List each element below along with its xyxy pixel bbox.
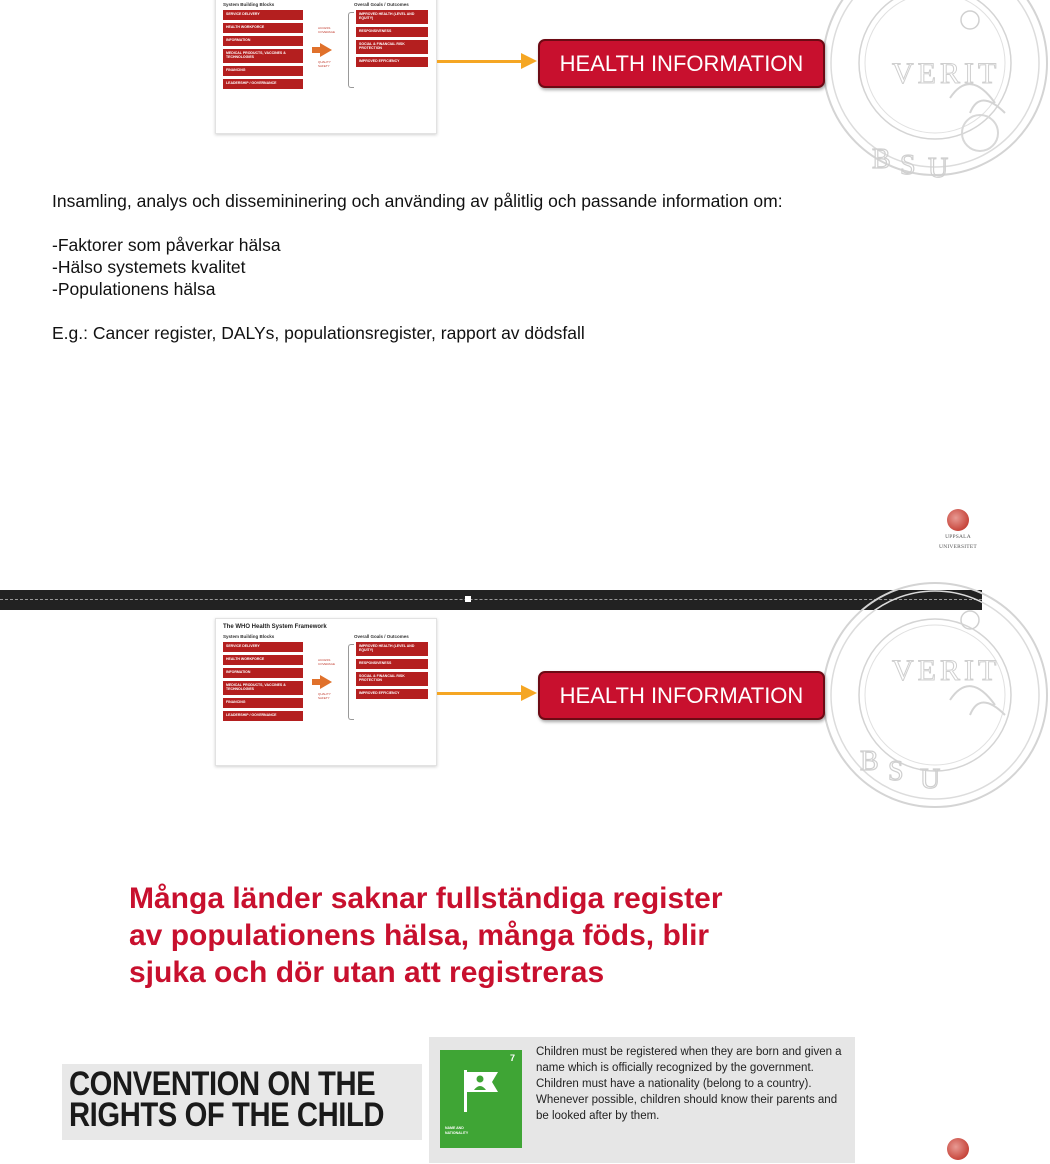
uppsala-logo: [928, 509, 988, 551]
headline-line: av populationens hälsa, många föds, blir: [129, 919, 710, 952]
goals-brace: [348, 644, 354, 720]
bullet-item: -Faktorer som påverkar hälsa: [52, 235, 281, 255]
university-seal-watermark: [820, 580, 1050, 810]
block-item: LEADERSHIP / GOVERNANCE: [223, 79, 303, 89]
mid-label: QUALITY: [318, 692, 331, 696]
block-item: MEDICAL PRODUCTS, VACCINES & TECHNOLOGIES: [223, 681, 303, 695]
divider-handle[interactable]: [465, 596, 471, 602]
goal-item: IMPROVED EFFICIENCY: [356, 57, 428, 67]
tile-caption-line: NATIONALITY: [445, 1130, 469, 1135]
uppsala-emblem-icon: [947, 1138, 969, 1160]
connector-arrowhead-icon: [521, 53, 537, 69]
mid-label: ACCESS: [318, 658, 331, 662]
slide-2: [0, 610, 1001, 1164]
example-text: E.g.: Cancer register, DALYs, populationsregister, rapport av dödsfall: [52, 323, 585, 343]
headline: [129, 880, 829, 991]
svg-text:VERIT: VERIT: [892, 654, 1001, 687]
quality-safety-labels: [318, 61, 346, 68]
bullet-item: -Hälso systemets kvalitet: [52, 257, 246, 277]
health-information-badge: HEALTH INFORMATION: [538, 671, 825, 720]
framework-left-header: System Building Blocks: [223, 2, 275, 7]
framework-arrow-icon: [320, 675, 332, 689]
article-7-panel: [429, 1037, 855, 1163]
framework-left-header: System Building Blocks: [223, 634, 275, 639]
convention-title: [69, 1065, 385, 1134]
connector-arrow-line: [437, 692, 525, 695]
mid-label: QUALITY: [318, 60, 331, 64]
headline-line: sjuka och dör utan att registreras: [129, 956, 605, 989]
framework-right-header: Overall Goals / Outcomes: [354, 2, 409, 7]
flag-icon: [460, 1068, 502, 1114]
goals-column: [356, 10, 428, 70]
slide-1: [0, 0, 1001, 590]
connector-arrowhead-icon: [521, 685, 537, 701]
goal-item: SOCIAL & FINANCIAL RISK PROTECTION: [356, 672, 428, 686]
block-item: SERVICE DELIVERY: [223, 10, 303, 20]
goal-item: IMPROVED HEALTH (LEVEL AND EQUITY): [356, 10, 428, 24]
convention-rights-child-banner: [62, 1064, 422, 1140]
mid-label: ACCESS: [318, 26, 331, 30]
article-7-text: Children must be registered when they are born and given a name which is officially recognized by the government. Children must have a nationality (belong to a country). Whenever possible, children should know their parents and be looked after by them.: [536, 1046, 842, 1122]
slide-1-body: [52, 190, 852, 344]
framework-right-header: Overall Goals / Outcomes: [354, 634, 409, 639]
university-seal-watermark: [820, 0, 1050, 184]
goal-item: IMPROVED HEALTH (LEVEL AND EQUITY): [356, 642, 428, 656]
goals-brace: [348, 12, 354, 88]
block-item: FINANCING: [223, 66, 303, 76]
connector-arrow-line: [437, 60, 525, 63]
logo-line: UPPSALA: [945, 534, 971, 540]
goal-item: RESPONSIVENESS: [356, 659, 428, 669]
convention-line: CONVENTION ON THE: [69, 1065, 376, 1103]
goals-column: [356, 642, 428, 702]
block-item: LEADERSHIP / GOVERNANCE: [223, 711, 303, 721]
mid-label: COVERAGE: [318, 29, 336, 34]
block-item: SERVICE DELIVERY: [223, 642, 303, 652]
uppsala-emblem-icon: [947, 509, 969, 531]
svg-text:BSU: B S U: [872, 144, 949, 184]
building-blocks-column: [223, 10, 303, 92]
access-coverage-labels: [318, 659, 346, 666]
goal-item: IMPROVED EFFICIENCY: [356, 689, 428, 699]
building-blocks-column: [223, 642, 303, 724]
svg-text:BSU: B S U: [860, 746, 941, 795]
uppsala-logo: [928, 1138, 988, 1160]
goal-item: SOCIAL & FINANCIAL RISK PROTECTION: [356, 40, 428, 54]
who-framework-thumbnail: [215, 0, 437, 134]
block-item: INFORMATION: [223, 668, 303, 678]
intro-text: Insamling, analys och dissemininering och använding av pålitlig och passande information om:: [52, 191, 783, 211]
block-item: INFORMATION: [223, 36, 303, 46]
article-7-tile: [440, 1050, 522, 1148]
bullet-item: -Populationens hälsa: [52, 279, 216, 299]
block-item: MEDICAL PRODUCTS, VACCINES & TECHNOLOGIES: [223, 49, 303, 63]
convention-line: RIGHTS OF THE CHILD: [69, 1096, 385, 1134]
mid-label: SAFETY: [318, 695, 330, 700]
article-number: 7: [509, 1053, 515, 1063]
access-coverage-labels: [318, 27, 346, 34]
block-item: HEALTH WORKFORCE: [223, 655, 303, 665]
block-item: FINANCING: [223, 698, 303, 708]
health-information-badge: HEALTH INFORMATION: [538, 39, 825, 88]
mid-label: COVERAGE: [318, 661, 336, 666]
who-framework-thumbnail: [215, 618, 437, 766]
block-item: HEALTH WORKFORCE: [223, 23, 303, 33]
svg-text:VERIT: VERIT: [892, 57, 1001, 90]
framework-title: The WHO Health System Framework: [223, 624, 327, 630]
goal-item: RESPONSIVENESS: [356, 27, 428, 37]
tile-caption: [445, 1126, 468, 1135]
headline-line: Många länder saknar fullständiga register: [129, 882, 723, 915]
quality-safety-labels: [318, 693, 346, 700]
tile-caption-line: NAME AND: [445, 1126, 464, 1130]
logo-line: UNIVERSITET: [939, 544, 977, 550]
framework-arrow-icon: [320, 43, 332, 57]
mid-label: SAFETY: [318, 63, 330, 68]
